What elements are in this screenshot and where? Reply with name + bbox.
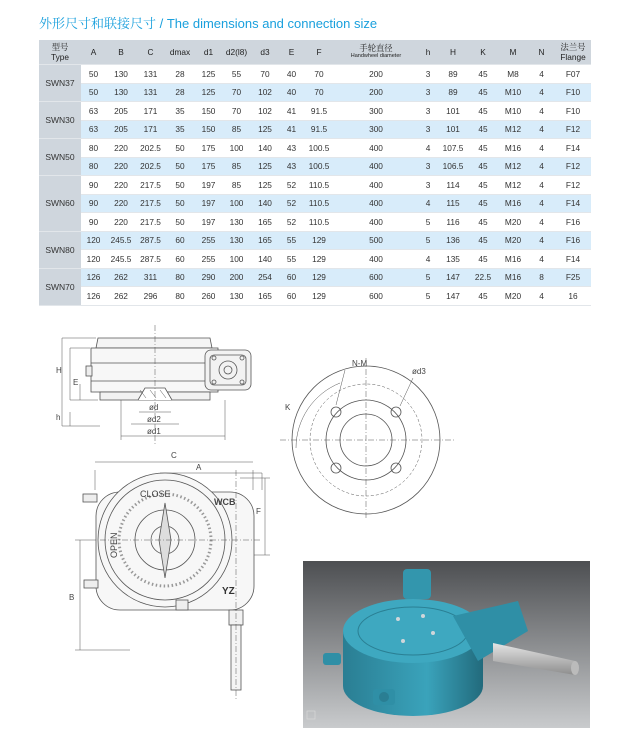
table-cell: M10 (498, 83, 528, 102)
table-cell: 136 (438, 231, 468, 250)
table-cell: 110.5 (304, 213, 334, 232)
label-d3: ød3 (412, 367, 426, 376)
table-cell: 101 (438, 102, 468, 121)
type-cell: SWN30 (39, 102, 81, 139)
table-cell: 311 (136, 268, 165, 287)
table-cell: M16 (498, 139, 528, 158)
table-cell: F07 (555, 65, 591, 84)
table-cell: 22.5 (468, 268, 498, 287)
table-cell: 287.5 (136, 231, 165, 250)
table-cell: 90 (81, 176, 106, 195)
table-cell: 220 (106, 157, 136, 176)
table-cell: 4 (418, 139, 438, 158)
table-cell: 600 (334, 287, 418, 306)
table-cell: 4 (528, 194, 555, 213)
table-cell: M12 (498, 176, 528, 195)
brand-logo: YZ (222, 586, 235, 597)
table-cell: 63 (81, 120, 106, 139)
column-header-sub: Type (51, 52, 69, 62)
table-cell: 130 (222, 231, 251, 250)
table-cell: 60 (165, 250, 195, 269)
table-cell: 52 (279, 213, 304, 232)
column-header-label: d1 (203, 47, 214, 57)
table-cell: 80 (165, 268, 195, 287)
table-cell: 91.5 (304, 120, 334, 139)
label-B: B (69, 593, 75, 602)
table-cell: 300 (334, 102, 418, 121)
table-cell: 129 (304, 250, 334, 269)
table-cell: 3 (418, 102, 438, 121)
table-cell: 28 (165, 83, 195, 102)
table-cell: 3 (418, 65, 438, 84)
table-cell: 41 (279, 120, 304, 139)
type-cell: SWN60 (39, 176, 81, 232)
table-cell: F14 (555, 139, 591, 158)
flange-view (280, 358, 455, 520)
table-cell: 52 (279, 176, 304, 195)
table-cell: 4 (528, 120, 555, 139)
table-cell: 130 (222, 287, 251, 306)
table-cell: 171 (136, 120, 165, 139)
label-d1: ød1 (147, 427, 161, 436)
table-cell: 4 (528, 157, 555, 176)
table-cell: 150 (195, 120, 222, 139)
table-cell: 3 (418, 176, 438, 195)
table-cell: 245.5 (106, 250, 136, 269)
table-cell: 200 (334, 65, 418, 84)
table-cell: 296 (136, 287, 165, 306)
table-cell: M10 (498, 102, 528, 121)
table-cell: 40 (279, 65, 304, 84)
table-cell: 197 (195, 194, 222, 213)
table-cell: 197 (195, 213, 222, 232)
table-cell: 165 (251, 287, 279, 306)
table-cell: 70 (222, 102, 251, 121)
table-cell: 70 (251, 65, 279, 84)
label-A: A (196, 463, 202, 472)
label-d: ød (149, 403, 159, 412)
table-cell: F12 (555, 176, 591, 195)
table-cell: 45 (468, 120, 498, 139)
table-cell: 287.5 (136, 250, 165, 269)
table-cell: 110.5 (304, 176, 334, 195)
table-cell: 4 (528, 139, 555, 158)
table-cell: 45 (468, 65, 498, 84)
table-cell: 45 (468, 287, 498, 306)
table-cell: 175 (195, 139, 222, 158)
table-cell: 55 (279, 250, 304, 269)
table-cell: 400 (334, 139, 418, 158)
table-cell: 102 (251, 102, 279, 121)
table-cell: 116 (438, 213, 468, 232)
table-cell: 100 (222, 250, 251, 269)
column-header-label: dmax (169, 47, 191, 57)
table-cell: 220 (106, 213, 136, 232)
table-cell: 262 (106, 268, 136, 287)
table-cell: 5 (418, 231, 438, 250)
type-cell: SWN70 (39, 268, 81, 305)
column-header-label: 手轮直径 (359, 43, 393, 53)
table-cell: 50 (81, 83, 106, 102)
label-E: E (73, 378, 79, 387)
table-cell: 4 (528, 102, 555, 121)
table-cell: 125 (195, 65, 222, 84)
table-cell: 90 (81, 213, 106, 232)
label-C: C (171, 451, 177, 460)
table-cell: 300 (334, 120, 418, 139)
table-cell: 131 (136, 65, 165, 84)
table-cell: 131 (136, 83, 165, 102)
table-cell: 45 (468, 102, 498, 121)
table-cell: 217.5 (136, 213, 165, 232)
table-cell: 4 (528, 83, 555, 102)
table-cell: 129 (304, 231, 334, 250)
table-cell: 45 (468, 139, 498, 158)
table-cell: 50 (165, 176, 195, 195)
type-cell: SWN37 (39, 65, 81, 102)
table-cell: 129 (304, 268, 334, 287)
table-cell: 5 (418, 213, 438, 232)
table-cell: 4 (528, 231, 555, 250)
table-cell: 89 (438, 83, 468, 102)
table-cell: 140 (251, 139, 279, 158)
table-cell: 80 (81, 139, 106, 158)
table-cell: M8 (498, 65, 528, 84)
label-h: h (56, 413, 61, 422)
table-cell: 262 (106, 287, 136, 306)
table-cell: 80 (165, 287, 195, 306)
table-cell: 202.5 (136, 139, 165, 158)
table-cell: 202.5 (136, 157, 165, 176)
table-cell: 45 (468, 176, 498, 195)
table-cell: 165 (251, 213, 279, 232)
table-cell: 35 (165, 120, 195, 139)
table-cell: 100.5 (304, 157, 334, 176)
table-cell: F10 (555, 83, 591, 102)
table-cell: 220 (106, 176, 136, 195)
table-cell: 4 (528, 213, 555, 232)
table-cell: 85 (222, 157, 251, 176)
table-cell: 91.5 (304, 102, 334, 121)
table-cell: F25 (555, 268, 591, 287)
table-cell: 70 (222, 83, 251, 102)
table-cell: 45 (468, 250, 498, 269)
table-cell: 115 (438, 194, 468, 213)
table-cell: 70 (304, 65, 334, 84)
table-cell: 114 (438, 176, 468, 195)
table-cell: 85 (222, 120, 251, 139)
table-cell: 101 (438, 120, 468, 139)
table-cell: 4 (528, 176, 555, 195)
table-cell: 90 (81, 194, 106, 213)
table-cell: 45 (468, 231, 498, 250)
table-cell: 245.5 (106, 231, 136, 250)
type-cell: SWN80 (39, 231, 81, 268)
column-header-sub: Handwheel diameter (350, 53, 402, 59)
table-cell: 4 (418, 194, 438, 213)
table-cell: 400 (334, 213, 418, 232)
table-cell: 600 (334, 268, 418, 287)
table-cell: 147 (438, 287, 468, 306)
table-cell: 255 (195, 250, 222, 269)
table-cell: 400 (334, 176, 418, 195)
table-cell: 28 (165, 65, 195, 84)
table-cell: 197 (195, 176, 222, 195)
table-cell: 205 (106, 102, 136, 121)
table-cell: M16 (498, 250, 528, 269)
table-cell: 260 (195, 287, 222, 306)
product-render (303, 561, 590, 728)
label-open: OPEN (109, 532, 119, 558)
table-cell: 126 (81, 268, 106, 287)
table-cell: 3 (418, 157, 438, 176)
table-cell: 4 (528, 250, 555, 269)
table-cell: 400 (334, 157, 418, 176)
table-cell: 45 (468, 213, 498, 232)
table-cell: 102 (251, 83, 279, 102)
table-cell: 150 (195, 102, 222, 121)
table-cell: 5 (418, 268, 438, 287)
column-header-sub: Flange (560, 52, 586, 62)
label-H: H (56, 366, 62, 375)
table-cell: 45 (468, 83, 498, 102)
table-cell: 100 (222, 139, 251, 158)
table-cell: 50 (165, 213, 195, 232)
table-cell: 120 (81, 250, 106, 269)
table-cell: 43 (279, 139, 304, 158)
table-cell: 217.5 (136, 194, 165, 213)
table-cell: 8 (528, 268, 555, 287)
label-F: F (256, 507, 261, 516)
column-header-label: d3 (260, 47, 270, 57)
table-cell: 500 (334, 231, 418, 250)
table-cell: 55 (279, 231, 304, 250)
table-cell: 200 (222, 268, 251, 287)
table-cell: M16 (498, 268, 528, 287)
label-NM: N-M (352, 359, 368, 368)
table-cell: 125 (251, 120, 279, 139)
table-cell: F10 (555, 102, 591, 121)
table-cell: 80 (81, 157, 106, 176)
table-cell: 85 (222, 176, 251, 195)
type-cell: SWN50 (39, 139, 81, 176)
label-K: K (285, 403, 291, 412)
table-cell: 16 (555, 287, 591, 306)
table-cell: 52 (279, 194, 304, 213)
table-cell: 70 (304, 83, 334, 102)
table-cell: 60 (279, 287, 304, 306)
table-cell: F12 (555, 120, 591, 139)
table-cell: 220 (106, 139, 136, 158)
column-header-label: 法兰号 (560, 42, 586, 52)
table-cell: 255 (195, 231, 222, 250)
table-cell: 5 (418, 287, 438, 306)
table-cell: 106.5 (438, 157, 468, 176)
table-cell: 400 (334, 194, 418, 213)
column-header-label: E (288, 47, 295, 57)
table-cell: 135 (438, 250, 468, 269)
table-cell: 125 (251, 157, 279, 176)
table-cell: 171 (136, 102, 165, 121)
column-header-label: A (90, 47, 97, 57)
table-cell: M20 (498, 231, 528, 250)
label-close: CLOSE (140, 489, 171, 499)
column-header-label: 型号 (51, 42, 69, 52)
table-cell: 107.5 (438, 139, 468, 158)
table-cell: 125 (195, 83, 222, 102)
table-cell: 50 (165, 139, 195, 158)
column-header-label: F (316, 47, 322, 57)
table-cell: 130 (222, 213, 251, 232)
table-cell: 217.5 (136, 176, 165, 195)
section-title: 外形尺寸和联接尺寸 / The dimensions and connection size (39, 16, 378, 31)
table-cell: 140 (251, 194, 279, 213)
table-cell: 3 (418, 120, 438, 139)
column-header-label: C (147, 47, 154, 57)
table-cell: 50 (165, 157, 195, 176)
table-cell: 55 (222, 65, 251, 84)
table-cell: 41 (279, 102, 304, 121)
table-cell: 120 (81, 231, 106, 250)
table-cell: 130 (106, 65, 136, 84)
column-header-label: M (509, 47, 517, 57)
table-cell: 147 (438, 268, 468, 287)
table-cell: 35 (165, 102, 195, 121)
table-cell: 130 (106, 83, 136, 102)
table-cell: 43 (279, 157, 304, 176)
table-cell: 400 (334, 250, 418, 269)
table-cell: 45 (468, 157, 498, 176)
table-cell: 100 (222, 194, 251, 213)
table-cell: M16 (498, 194, 528, 213)
table-cell: 3 (418, 83, 438, 102)
table-cell: 205 (106, 120, 136, 139)
table-cell: F16 (555, 213, 591, 232)
table-cell: 220 (106, 194, 136, 213)
column-header-label: K (480, 47, 486, 57)
table-cell: F14 (555, 194, 591, 213)
table-cell: 60 (165, 231, 195, 250)
table-cell: 126 (81, 287, 106, 306)
table-cell: F16 (555, 231, 591, 250)
table-cell: 165 (251, 231, 279, 250)
column-header-label: N (538, 47, 545, 57)
table-cell: M12 (498, 120, 528, 139)
table-cell: 254 (251, 268, 279, 287)
table-cell: 60 (279, 268, 304, 287)
label-wcb: WCB (214, 497, 236, 507)
table-cell: 129 (304, 287, 334, 306)
table-cell: 200 (334, 83, 418, 102)
table-cell: 89 (438, 65, 468, 84)
table-cell: M20 (498, 213, 528, 232)
table-cell: 63 (81, 102, 106, 121)
top-view (75, 462, 270, 700)
column-header-label: d2(l8) (225, 47, 248, 57)
column-header-label: H (450, 47, 456, 57)
column-header-label: B (118, 47, 124, 57)
column-header-label: h (425, 47, 431, 57)
table-cell: 4 (528, 287, 555, 306)
table-cell: 100.5 (304, 139, 334, 158)
table-cell: M12 (498, 157, 528, 176)
table-cell: 140 (251, 250, 279, 269)
table-cell: 175 (195, 157, 222, 176)
table-cell: 45 (468, 194, 498, 213)
table-cell: M20 (498, 287, 528, 306)
table-cell: F12 (555, 157, 591, 176)
table-cell: 4 (418, 250, 438, 269)
table-cell: F14 (555, 250, 591, 269)
label-d2: ød2 (147, 415, 161, 424)
table-cell: 290 (195, 268, 222, 287)
table-cell: 110.5 (304, 194, 334, 213)
table-cell: 50 (165, 194, 195, 213)
table-cell: 125 (251, 176, 279, 195)
table-cell: 40 (279, 83, 304, 102)
table-cell: 50 (81, 65, 106, 84)
table-cell: 4 (528, 65, 555, 84)
